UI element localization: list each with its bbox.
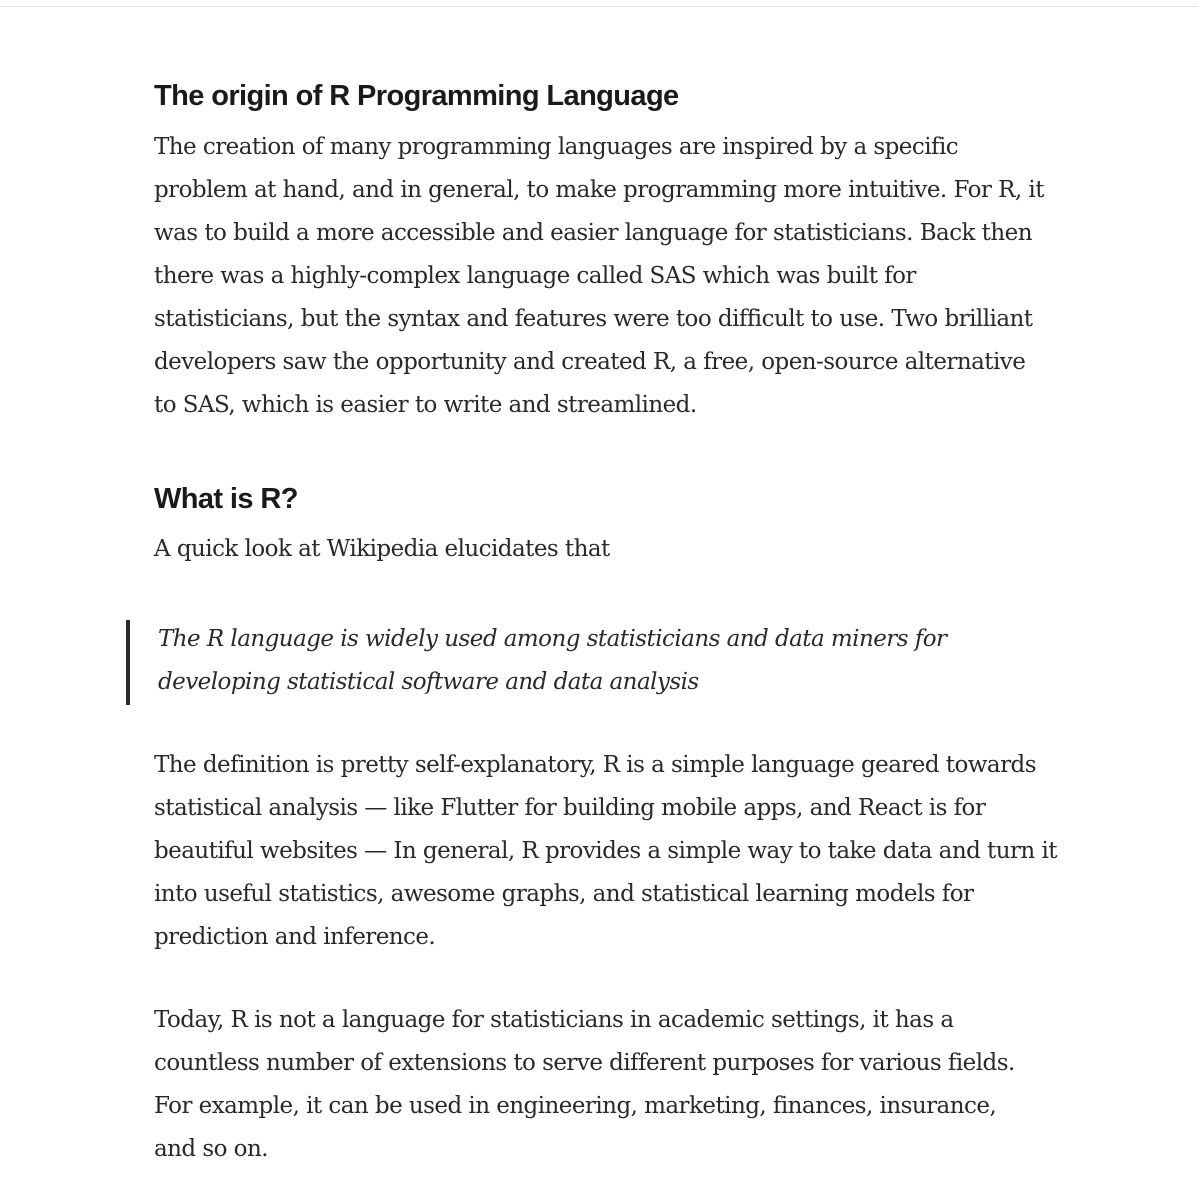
section-heading-what-is-r: What is R? [154, 483, 298, 515]
paragraph-origin: The creation of many programming languages are inspired by a specific problem at hand, and in general, to make programming more intuitive. For R, it was to build a more accessible and easier language for statisticians. Back then there was a highly-complex language called SAS which was built for statisticians, but the syntax and features were too difficult to use. Two brilliant developers saw the opportunity and created R, a free, open-source alternative to SAS, which is easier to write and streamlined. [154, 134, 1044, 418]
paragraph-wikipedia-intro: A quick look at Wikipedia elucidates that [154, 536, 610, 562]
top-divider [0, 6, 1198, 7]
paragraph-definition: The definition is pretty self-explanatory, R is a simple language geared towards statistical analysis — like Flutter for building mobile apps, and React is for beautiful websites — In general, R provides a simple way to take data and turn it into useful statistics, awesome graphs, and statistical learning models for prediction and inference. [154, 752, 1057, 950]
blockquote [126, 618, 1026, 706]
section-heading-origin: The origin of R Programming Language [154, 80, 679, 112]
paragraph-today: Today, R is not a language for statisticians in academic settings, it has a countless number of extensions to serve different purposes for various fields. For example, it can be used in engineering, marketing, finances, insurance, and so on. [154, 1007, 1015, 1162]
blockquote-bar [126, 620, 130, 705]
blockquote-text: The R language is widely used among statisticians and data miners for developing statistical software and data analysis [158, 626, 947, 695]
